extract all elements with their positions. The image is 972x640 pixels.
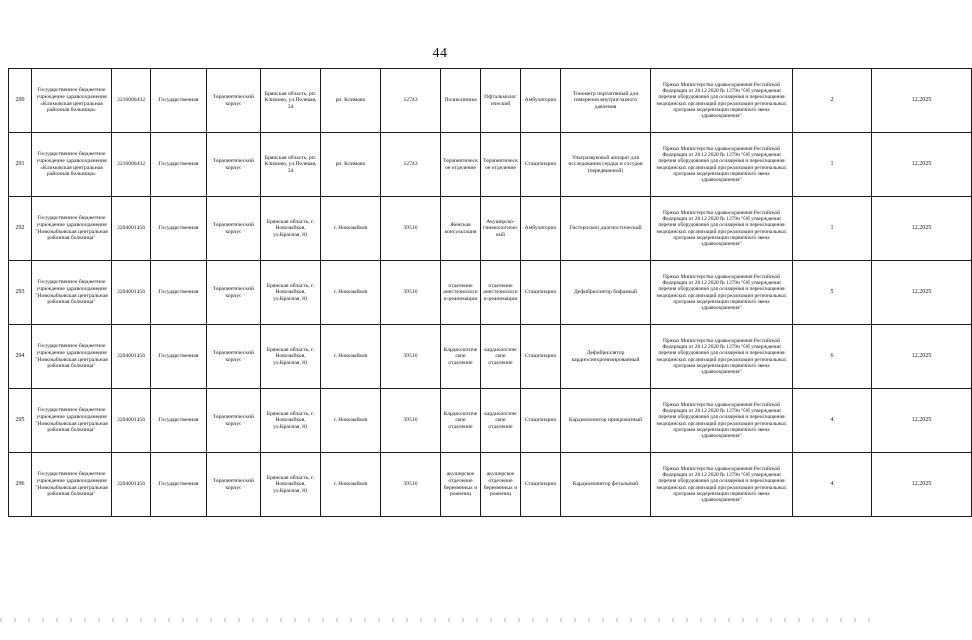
- cell-locality: г. Новозыбков: [321, 197, 381, 261]
- cell-ownership-form: Государственная: [151, 261, 207, 325]
- cell-ownership-form: Государственная: [151, 133, 207, 197]
- cell-care-condition: Амбулаторно: [521, 197, 561, 261]
- cell-delivery-date: 12.2025: [872, 453, 972, 517]
- cell-quantity: 1: [793, 133, 872, 197]
- cell-address: Брянская область, г. Новозыбков, ул.Красная, 81: [261, 389, 321, 453]
- cell-locality: г. Новозыбков: [321, 325, 381, 389]
- cell-locality-code: 39510: [381, 453, 441, 517]
- cell-legal-basis: Приказ Министерства здравоохранения Российской Федерации от 28.12.2020 № 1379н "Об утверждении перечня оборудования для оснащения и переоснащения медицинских организаций при реализации региональных программ модернизации первичного звена здравоохранения": [651, 453, 793, 517]
- cell-building: Терапевтический корпус: [207, 197, 261, 261]
- cell-ownership-form: Государственная: [151, 453, 207, 517]
- cell-subdivision: Кардиологическое отделение: [441, 325, 481, 389]
- cell-care-condition: Стационарно: [521, 389, 561, 453]
- cell-quantity: 6: [793, 325, 872, 389]
- cell-ownership-form: Государственная: [151, 69, 207, 133]
- cell-inn-code: 3204001456: [112, 197, 151, 261]
- cell-subdivision: Поликлиника: [441, 69, 481, 133]
- cell-quantity: 4: [793, 453, 872, 517]
- cell-organization-name: Государственное бюджетное учреждение здравоохранения "Новозыбковская центральная районная больница": [32, 325, 112, 389]
- cell-row-number: 291: [9, 133, 32, 197]
- cell-building: Терапевтический корпус: [207, 453, 261, 517]
- cell-locality-code: 39510: [381, 389, 441, 453]
- cell-locality-code: 12743: [381, 69, 441, 133]
- cell-locality: г. Новозыбков: [321, 453, 381, 517]
- table-row: [9, 325, 972, 389]
- table-row: [9, 453, 972, 517]
- table-row: [9, 69, 972, 133]
- cell-locality-code: 12743: [381, 133, 441, 197]
- cell-address: Брянская область, г. Новозыбков, ул.Красная, 81: [261, 197, 321, 261]
- cell-address: Брянская область, г. Новозыбков, ул.Красная, 81: [261, 453, 321, 517]
- cell-legal-basis: Приказ Министерства здравоохранения Российской Федерации от 28.12.2020 № 1379н "Об утверждении перечня оборудования для оснащения и переоснащения медицинских организаций при реализации региональных программ модернизации первичного звена здравоохранения": [651, 133, 793, 197]
- cell-equipment-name: Дефибриллятор кардиосинхронизированный: [561, 325, 651, 389]
- cell-ownership-form: Государственная: [151, 325, 207, 389]
- cell-inn-code: 3204001456: [112, 453, 151, 517]
- cell-care-condition: Стационарно: [521, 133, 561, 197]
- cell-organization-name: Государственное бюджетное учреждение здравоохранения "Новозыбковская центральная районная больница": [32, 389, 112, 453]
- cell-delivery-date: 12.2025: [872, 69, 972, 133]
- cell-building: Терапевтический корпус: [207, 325, 261, 389]
- cell-inn-code: 3204001456: [112, 325, 151, 389]
- table-row: [9, 261, 972, 325]
- cell-care-condition: Амбулаторно: [521, 69, 561, 133]
- cell-department: отделение анестезиологии-реанимации: [481, 261, 521, 325]
- cell-equipment-name: Дефибриллятор бифазный: [561, 261, 651, 325]
- cell-ownership-form: Государственная: [151, 389, 207, 453]
- cell-inn-code: 3204001456: [112, 261, 151, 325]
- cell-legal-basis: Приказ Министерства здравоохранения Российской Федерации от 28.12.2020 № 1379н "Об утверждении перечня оборудования для оснащения и переоснащения медицинских организаций при реализации региональных программ модернизации первичного звена здравоохранения": [651, 69, 793, 133]
- cell-department: кардиологическое отделение: [481, 325, 521, 389]
- cell-quantity: 2: [793, 69, 872, 133]
- cell-delivery-date: 12.2025: [872, 325, 972, 389]
- cell-equipment-name: Гистероскоп диагностический: [561, 197, 651, 261]
- cell-delivery-date: 12.2025: [872, 261, 972, 325]
- cell-building: Терапевтический корпус: [207, 133, 261, 197]
- cell-delivery-date: 12.2025: [872, 197, 972, 261]
- cell-locality: рп. Климово: [321, 69, 381, 133]
- cell-row-number: 290: [9, 69, 32, 133]
- cell-subdivision: акушерское отделение беременных и рожениц: [441, 453, 481, 517]
- cell-row-number: 294: [9, 325, 32, 389]
- cell-locality: рп. Климово: [321, 133, 381, 197]
- cell-department: Терапевтическое отделение: [481, 133, 521, 197]
- cell-subdivision: отделение анестезиологии-реанимации: [441, 261, 481, 325]
- cell-building: Терапевтический корпус: [207, 69, 261, 133]
- cell-equipment-name: Кардиомонитор прикроватный: [561, 389, 651, 453]
- cell-address: Брянская область, рп. Климово, ул.Полевая, 34: [261, 69, 321, 133]
- cell-subdivision: Кардиологическое отделение: [441, 389, 481, 453]
- cell-address: Брянская область, г. Новозыбков, ул.Красная, 81: [261, 261, 321, 325]
- cell-organization-name: Государственное бюджетное учреждение здравоохранения "Новозыбковская центральная районная больница": [32, 261, 112, 325]
- cell-quantity: 4: [793, 389, 872, 453]
- cell-locality-code: 39510: [381, 261, 441, 325]
- page-number: 44: [432, 46, 448, 61]
- cell-building: Терапевтический корпус: [207, 261, 261, 325]
- cell-department: кардиологическое отделение: [481, 389, 521, 453]
- cell-inn-code: 3204001456: [112, 389, 151, 453]
- cell-organization-name: Государственное бюджетное учреждение здравоохранения «Климовская центральная районная больница»: [32, 69, 112, 133]
- cell-row-number: 293: [9, 261, 32, 325]
- cell-legal-basis: Приказ Министерства здравоохранения Российской Федерации от 28.12.2020 № 1379н "Об утверждении перечня оборудования для оснащения и переоснащения медицинских организаций при реализации региональных программ модернизации первичного звена здравоохранения": [651, 325, 793, 389]
- cell-quantity: 1: [793, 197, 872, 261]
- cell-department: акушерское отделение беременных и рожениц: [481, 453, 521, 517]
- cell-quantity: 5: [793, 261, 872, 325]
- cell-address: Брянская область, г. Новозыбков, ул.Красная, 81: [261, 325, 321, 389]
- table-body: [9, 69, 972, 517]
- cell-ownership-form: Государственная: [151, 197, 207, 261]
- cell-department: Акушерско-гинекологический: [481, 197, 521, 261]
- cell-building: Терапевтический корпус: [207, 389, 261, 453]
- cell-legal-basis: Приказ Министерства здравоохранения Российской Федерации от 28.12.2020 № 1379н "Об утверждении перечня оборудования для оснащения и переоснащения медицинских организаций при реализации региональных программ модернизации первичного звена здравоохранения": [651, 261, 793, 325]
- cell-care-condition: Стационарно: [521, 325, 561, 389]
- cell-locality-code: 39510: [381, 197, 441, 261]
- cell-subdivision: Женская консультация: [441, 197, 481, 261]
- cell-delivery-date: 12.2025: [872, 389, 972, 453]
- table-row: [9, 197, 972, 261]
- cell-address: Брянская область, рп. Климово, ул.Полевая, 34: [261, 133, 321, 197]
- cell-legal-basis: Приказ Министерства здравоохранения Российской Федерации от 28.12.2020 № 1379н "Об утверждении перечня оборудования для оснащения и переоснащения медицинских организаций при реализации региональных программ модернизации первичного звена здравоохранения": [651, 197, 793, 261]
- cell-equipment-name: Тонометр портативный для измерения внутриглазного давления: [561, 69, 651, 133]
- cell-department: Офтальмологический: [481, 69, 521, 133]
- cell-row-number: 296: [9, 453, 32, 517]
- cell-locality-code: 39510: [381, 325, 441, 389]
- equipment-table: [8, 68, 972, 517]
- table-row: [9, 389, 972, 453]
- cell-locality: г. Новозыбков: [321, 389, 381, 453]
- cell-delivery-date: 12.2025: [872, 133, 972, 197]
- table-row: [9, 133, 972, 197]
- cell-equipment-name: Кардиомонитор фетальный: [561, 453, 651, 517]
- cell-organization-name: Государственное бюджетное учреждение здравоохранения "Новозыбковская центральная районная больница": [32, 197, 112, 261]
- cell-row-number: 292: [9, 197, 32, 261]
- cell-care-condition: Стационарно: [521, 453, 561, 517]
- cell-inn-code: 3216000432: [112, 133, 151, 197]
- cell-subdivision: Терапевтическое отделение: [441, 133, 481, 197]
- cell-organization-name: Государственное бюджетное учреждение здравоохранения «Климовская центральная районная больница»: [32, 133, 112, 197]
- cell-locality: г. Новозыбков: [321, 261, 381, 325]
- cell-inn-code: 3216000432: [112, 69, 151, 133]
- cell-row-number: 295: [9, 389, 32, 453]
- cell-care-condition: Стационарно: [521, 261, 561, 325]
- cell-organization-name: Государственное бюджетное учреждение здравоохранения "Новозыбковская центральная районная больница": [32, 453, 112, 517]
- scan-edge-marks: [0, 618, 880, 622]
- cell-equipment-name: Ультразвуковой аппарат для исследования сердца и сосудов (передвижной): [561, 133, 651, 197]
- cell-legal-basis: Приказ Министерства здравоохранения Российской Федерации от 28.12.2020 № 1379н "Об утверждении перечня оборудования для оснащения и переоснащения медицинских организаций при реализации региональных программ модернизации первичного звена здравоохранения": [651, 389, 793, 453]
